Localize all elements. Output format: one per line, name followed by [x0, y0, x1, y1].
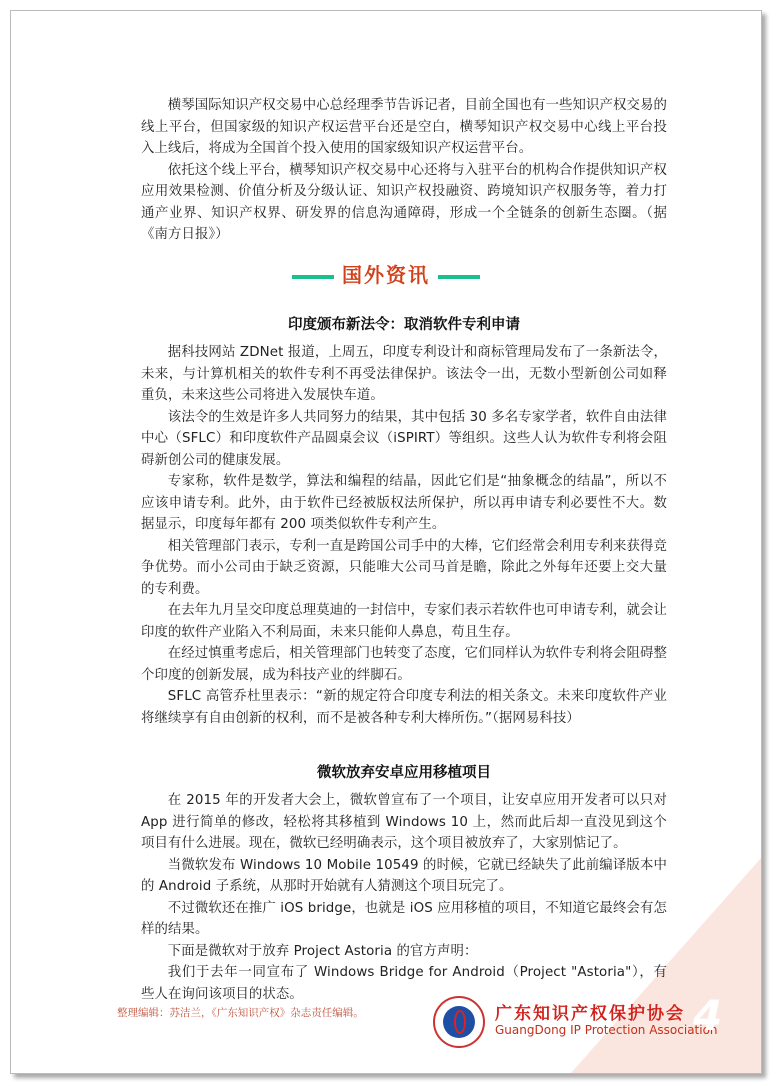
article-india	[141, 313, 667, 729]
paragraph: 专家称，软件是数学，算法和编程的结晶，因此它们是“抽象概念的结晶”，所以不应该申请专利。此外，由于软件已经被版权法所保护，所以再申请专利必要性不大。数据显示，印度每年都有 200 项类似软件专利产生。	[141, 474, 667, 532]
paragraph: 下面是微软对于放弃 Project Astoria 的官方声明：	[167, 943, 478, 959]
divider	[438, 275, 480, 279]
page-number: 4	[693, 991, 723, 1040]
intro-section	[141, 95, 667, 246]
paragraph: 不过微软还在推广 iOS bridge，也就是 iOS 应用移植的项目，不知道它最终会有怎样的结果。	[141, 900, 667, 937]
editor-credit: 整理编辑：苏洁兰，《广东知识产权》杂志责任编辑。	[117, 1007, 364, 1019]
paragraph: 在去年九月呈交印度总理莫迪的一封信中，专家们表示若软件也可申请专利，就会让印度的软件产业陷入不利局面，未来只能仰人鼻息，苟且生存。	[141, 603, 667, 640]
org-name-en: GuangDong IP Protection Association	[495, 1023, 718, 1037]
paragraph: 横琴国际知识产权交易中心总经理季节告诉记者，目前全国也有一些知识产权交易的线上平台，但国家级的知识产权运营平台还是空白，横琴知识产权交易中心线上平台投入上线后，将成为全国首个投入使用的国家级知识产权运营平台。	[141, 98, 667, 156]
paragraph: 该法令的生效是许多人共同努力的结果，其中包括 30 多名专家学者，软件自由法律中心（SFLC）和印度软件产品圆桌会议（iSPIRT）等组织。这些人认为软件专利将会阻碍新创公司的健康发展。	[141, 409, 667, 468]
paragraph: 在经过慎重考虑后，相关管理部门也转变了态度，它们同样认为软件专利将会阻碍整个印度的创新发展，成为科技产业的绊脚石。	[141, 646, 667, 683]
paragraph: 相关管理部门表示，专利一直是跨国公司手中的大棒，它们经常会利用专利来获得竞争优势。而小公司由于缺乏资源，只能唯大公司马首是瞻，除此之外每年还要上交大量的专利费。	[141, 538, 667, 597]
article-microsoft	[141, 761, 667, 1005]
paragraph: 我们于去年一同宣布了 Windows Bridge for Android（Project "Astoria"），有些人在询问该项目的状态。	[141, 965, 667, 1002]
paragraph: 在 2015 年的开发者大会上，微软曾宣布了一个项目，让安卓应用开发者可以只对 App 进行简单的修改，轻松将其移植到 Windows 10 上，然而此后却一直没见到这个项目有什么进展。现在，微软已经明确表示，这个项目被放弃了，大家别惦记了。	[141, 793, 667, 851]
section-title: 国外资讯	[342, 263, 430, 287]
page-frame	[10, 10, 762, 1074]
paragraph: 当微软发布 Windows 10 Mobile 10549 的时候，它就已经缺失了此前编译版本中的 Android 子系统，从那时开始就有人猜测这个项目玩完了。	[141, 857, 667, 894]
divider	[292, 275, 334, 279]
association-logo-icon	[433, 996, 485, 1048]
article-title: 微软放弃安卓应用移植项目	[317, 765, 491, 781]
org-name-cn: 广东知识产权保护协会	[495, 1004, 685, 1024]
section-header	[11, 259, 761, 288]
article-title: 印度颁布新法令：取消软件专利申请	[288, 317, 520, 333]
paragraph: 依托这个线上平台，横琴知识产权交易中心还将与入驻平台的机构合作提供知识产权应用效果检测、价值分析及分级认证、知识产权投融资、跨境知识产权服务等，着力打通产业界、知识产权界、研发界的信息沟通障碍，形成一个全链条的创新生态圈。（据《南方日报》）	[141, 162, 667, 242]
paragraph: 据科技网站 ZDNet 报道，上周五，印度专利设计和商标管理局发布了一条新法令，未来，与计算机相关的软件专利不再受法律保护。该法令一出，无数小型新创公司如释重负，未来这些公司将进入发展快车道。	[141, 345, 667, 403]
paragraph: SFLC 高管乔杜里表示：“新的规定符合印度专利法的相关条文。未来印度软件产业将继续享有自由创新的权利，而不是被各种专利大棒所伤。”（据网易科技）	[141, 689, 667, 726]
